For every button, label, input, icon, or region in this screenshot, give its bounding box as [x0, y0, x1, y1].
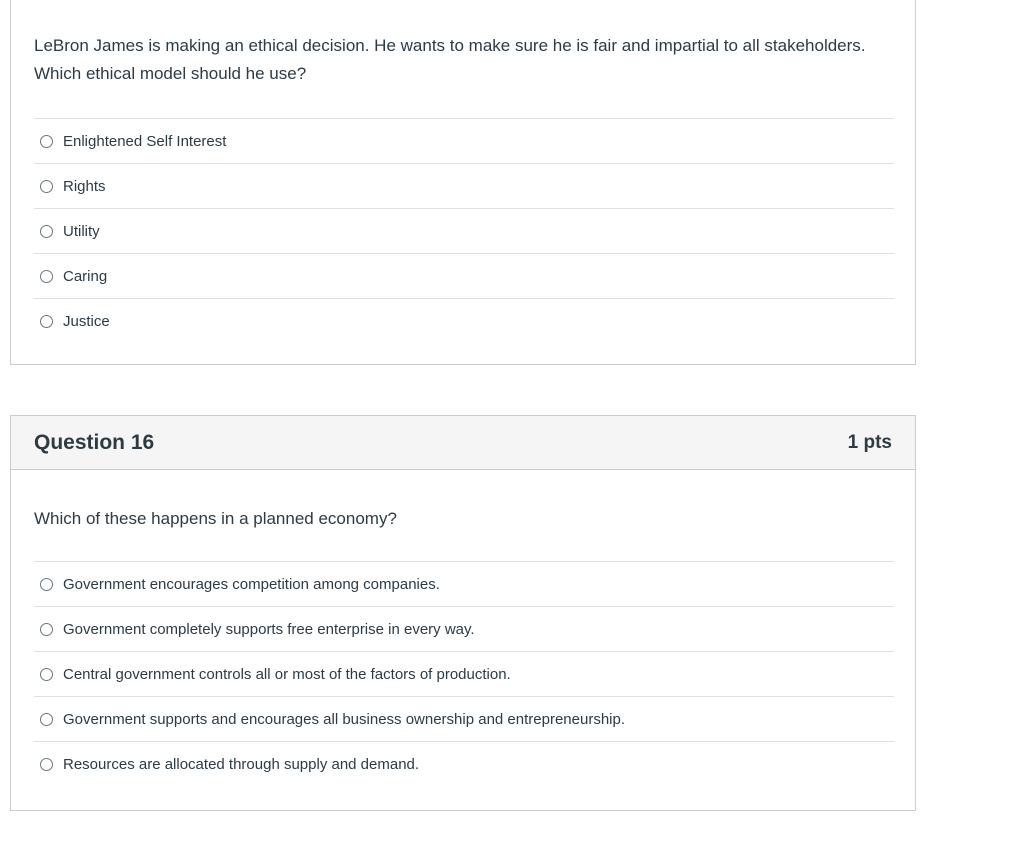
- answer-label[interactable]: Central government controls all or most of the factors of production.: [63, 665, 511, 683]
- question-16-header: [11, 416, 915, 470]
- answer-label[interactable]: Caring: [63, 267, 108, 285]
- answer-option[interactable]: [34, 254, 894, 299]
- answer-option[interactable]: [34, 607, 894, 652]
- question-15-body: [11, 0, 915, 343]
- radio-button[interactable]: [40, 315, 53, 328]
- question-16-text: Which of these happens in a planned economy?: [34, 509, 397, 528]
- radio-button[interactable]: [40, 270, 53, 283]
- answer-option[interactable]: [34, 562, 894, 607]
- answer-label[interactable]: Rights: [63, 177, 106, 195]
- answer-option[interactable]: [34, 164, 894, 209]
- radio-button[interactable]: [40, 135, 53, 148]
- radio-button[interactable]: [40, 623, 53, 636]
- answer-label[interactable]: Justice: [63, 312, 110, 330]
- radio-button[interactable]: [40, 180, 53, 193]
- radio-button[interactable]: [40, 758, 53, 771]
- question-points: 1 pts: [847, 431, 892, 453]
- question-15-card: [10, 0, 916, 365]
- answer-option[interactable]: [34, 299, 894, 343]
- answer-option[interactable]: [34, 697, 894, 742]
- question-16-body: [11, 470, 915, 786]
- answer-label[interactable]: Government completely supports free enterprise in every way.: [63, 620, 475, 638]
- answer-option[interactable]: [34, 652, 894, 697]
- answer-label[interactable]: Utility: [63, 222, 100, 240]
- radio-button[interactable]: [40, 578, 53, 591]
- answer-label[interactable]: Resources are allocated through supply and demand.: [63, 755, 420, 773]
- answer-option[interactable]: [34, 742, 894, 786]
- question-16-card: [10, 415, 916, 811]
- radio-button[interactable]: [40, 225, 53, 238]
- answer-label[interactable]: Government encourages competition among companies.: [63, 575, 440, 593]
- question-15-text: LeBron James is making an ethical decision. He wants to make sure he is fair and impartial to all stakeholders. Which ethical model should he use?: [34, 36, 866, 83]
- question-title: Question 16: [34, 430, 155, 454]
- radio-button[interactable]: [40, 668, 53, 681]
- answer-label[interactable]: Enlightened Self Interest: [63, 132, 227, 150]
- answer-label[interactable]: Government supports and encourages all business ownership and entrepreneurship.: [63, 710, 626, 728]
- answer-option[interactable]: [34, 119, 894, 164]
- question-16-answers: [34, 561, 894, 786]
- answer-option[interactable]: [34, 209, 894, 254]
- question-15-answers: [34, 118, 894, 343]
- radio-button[interactable]: [40, 713, 53, 726]
